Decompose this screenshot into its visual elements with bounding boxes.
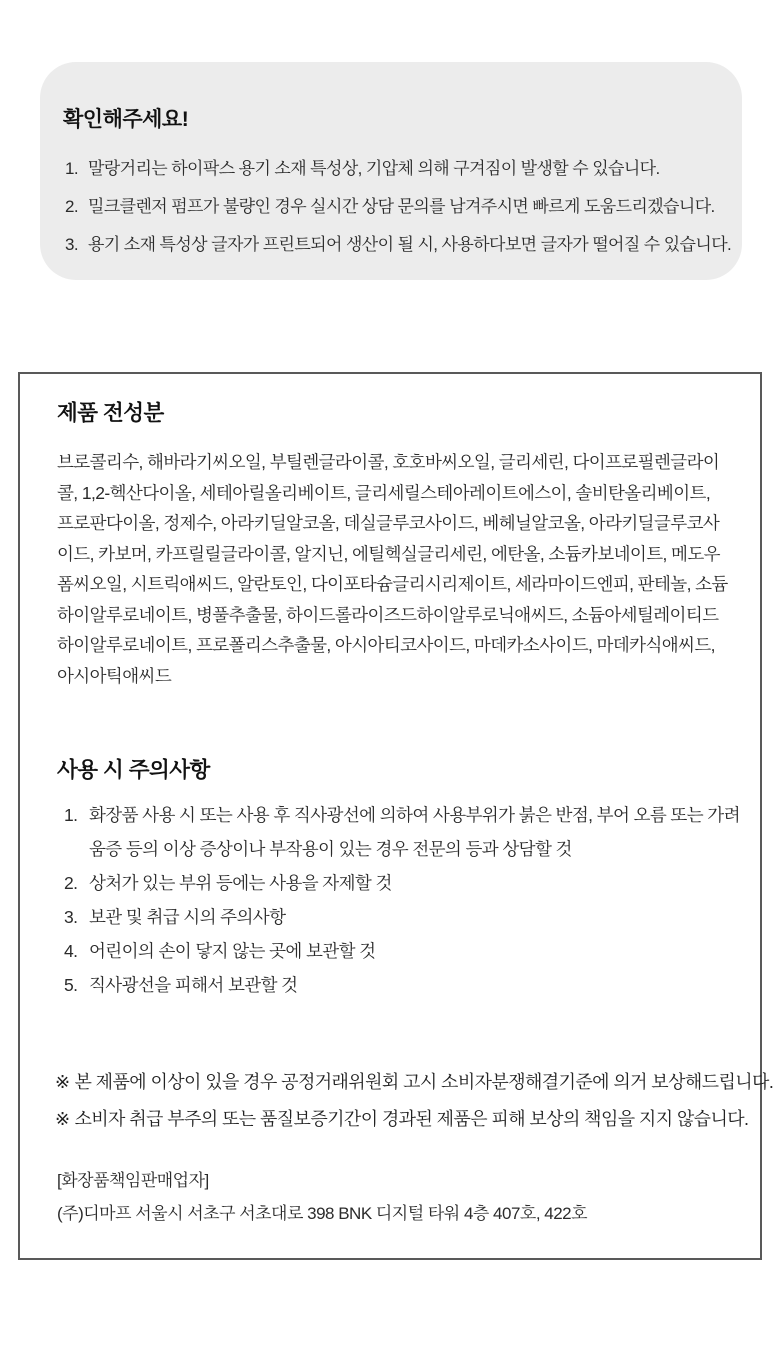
precaution-item: 상처가 있는 부위 등에는 사용을 자제할 것 [89,873,392,893]
reference-mark-icon: ※ [55,1109,70,1129]
ingredients-title: 제품 전성분 [57,401,164,425]
note-line [55,1064,774,1101]
seller-label: [화장품책임판매업자] [57,1171,209,1190]
notice-item: 용기 소재 특성상 글자가 프린트되어 생산이 될 시, 사용하다보면 글자가 떨어질 수 있습니다. [88,235,732,254]
seller-address: (주)디마프 서울시 서초구 서초대로 398 BNK 디지털 타워 4층 407호, 422호 [57,1204,588,1223]
notice-list [63,150,732,264]
product-info-box [18,372,774,1260]
note-line [55,1101,749,1138]
reference-mark-icon: ※ [55,1072,70,1092]
note-text: 본 제품에 이상이 있을 경우 공정거래위원회 고시 소비자분쟁해결기준에 의거 보상해드립니다. [74,1072,774,1092]
ingredients-text: 브로콜리수, 해바라기씨오일, 부틸렌글라이콜, 호호바씨오일, 글리세린, 다이프로필렌글라이콜, 1,2-헥산다이올, 세테아릴올리베이트, 글리세릴스테아레이트에스이, 솔비탄올리베이트, 프로판다이올, 정제수, 아라키딜알코올, 데실글루코사이드, 베헤닐알코올, 아라키딜글루코사이드, 카보머, 카프릴릴글라이콜, 알지닌, 에틸헥실글리세린, 에탄올, 소듐카보네이트, 메도우폼씨오일, 시트릭애씨드, 알란토인, 다이포타슘글리시리제이트, 세라마이드엔피, 판테놀, 소듐하이알루로네이트, 병풀추출물, 하이드롤라이즈드하이알루로닉애씨드, 소듐아세틸레이티드하이알루로네이트, 프로폴리스추출물, 아시아티코사이드, 마데카소사이드, 마데카식애씨드, 아시아틱애씨드 [57,452,728,686]
note-text: 소비자 취급 부주의 또는 품질보증기간이 경과된 제품은 피해 보상의 책임을 지지 않습니다. [74,1109,749,1129]
notice-title: 확인해주세요! [63,108,189,131]
precautions-list [62,798,742,1002]
compensation-notes [55,1064,774,1138]
precaution-item: 화장품 사용 시 또는 사용 후 직사광선에 의하여 사용부위가 붉은 반점, 부어 오름 또는 가려움증 등의 이상 증상이나 부작용이 있는 경우 전문의 등과 상담할 것 [89,805,740,859]
precaution-item: 직사광선을 피해서 보관할 것 [89,975,298,995]
notice-box [40,62,742,280]
precaution-item: 보관 및 취급 시의 주의사항 [89,907,286,927]
precautions-title: 사용 시 주의사항 [57,758,210,782]
notice-item: 밀크클렌저 펌프가 불량인 경우 실시간 상담 문의를 남겨주시면 빠르게 도움드리겠습니다. [88,197,715,216]
notice-item: 말랑거리는 하이팍스 용기 소재 특성상, 기압체 의해 구겨짐이 발생할 수 있습니다. [88,159,660,178]
precaution-item: 어린이의 손이 닿지 않는 곳에 보관할 것 [89,941,376,961]
seller-info [57,1164,747,1230]
